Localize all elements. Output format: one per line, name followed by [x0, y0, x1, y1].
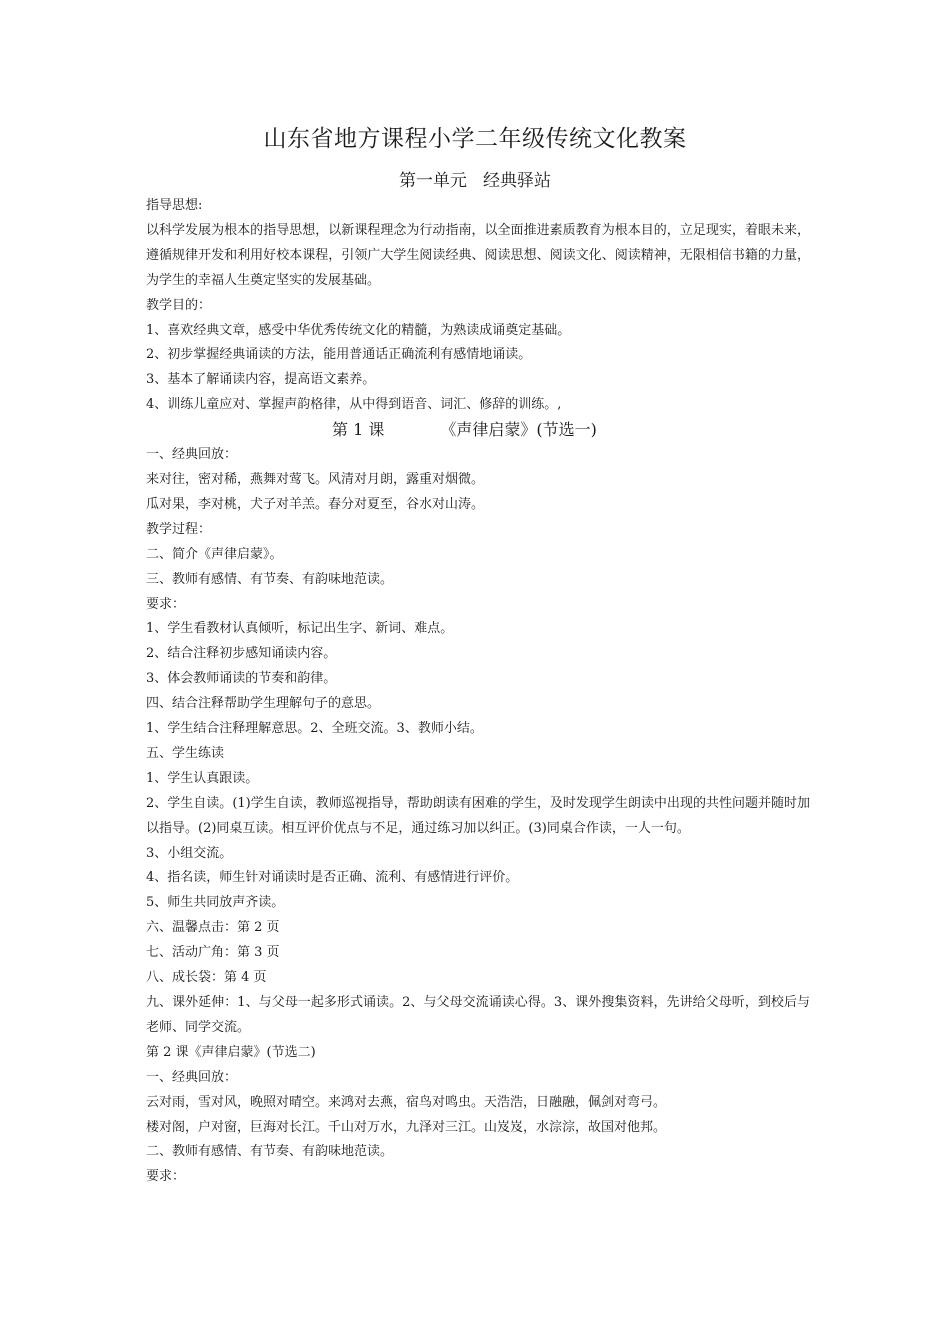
paragraph: 四、结合注释帮助学生理解句子的意思。: [146, 696, 381, 712]
unit-heading: [0, 166, 950, 191]
paragraph: 1、学生看教材认真倾听，标记出生字、新词、难点。: [146, 621, 454, 637]
paragraph: 教学过程：: [146, 521, 212, 537]
paragraph: 五、学生练读: [146, 745, 225, 761]
paragraph: 要求：: [146, 1169, 186, 1185]
paragraph: 教学目的：: [146, 297, 212, 313]
paragraph: 二、简介《声律启蒙》。: [146, 546, 283, 562]
document-title: 山东省地方课程小学二年级传统文化教案: [263, 126, 687, 152]
paragraph: 1、学生认真跟读。: [146, 770, 259, 786]
unit-number: 第一单元: [399, 171, 467, 191]
paragraph: 要求：: [146, 596, 186, 612]
paragraph: 3、体会教师诵读的节奏和韵律。: [146, 671, 337, 687]
paragraph: 1、学生结合注释理解意思。2、全班交流。3、教师小结。: [146, 721, 483, 737]
paragraph: 三、教师有感情、有节奏、有韵味地范读。: [146, 571, 394, 587]
paragraph: 八、成长袋：第 4 页: [146, 970, 267, 986]
paragraph: 九、课外延伸：1、与父母一起多形式诵读。2、与父母交流诵读心得。3、课外搜集资料，先讲给父母听，到校后与老师、同学交流。: [146, 995, 810, 1035]
paragraph: 4、指名读，师生针对诵读时是否正确、流利、有感情进行评价。: [146, 870, 519, 886]
lesson-title: 《声律启蒙》(节选一): [440, 420, 597, 440]
document-body: [146, 194, 810, 1190]
paragraph: 六、温馨点击：第 2 页: [146, 920, 280, 936]
paragraph: 5、师生共同放声齐读。: [146, 895, 285, 911]
paragraph: 2、学生自读。(1)学生自读，教师巡视指导，帮助朗读有困难的学生，及时发现学生朗读中出现的共性问题并随时加以指导。(2)同桌互读。相互评价优点与不足，通过练习加以纠正。(3)同桌合作读，一人一句。: [146, 795, 810, 836]
paragraph: 3、小组交流。: [146, 845, 233, 861]
paragraph: 指导思想:: [146, 198, 203, 213]
paragraph: 4、训练儿童应对、掌握声韵格律，从中得到语音、词汇、修辞的训练。,: [146, 397, 562, 413]
paragraph: 一、经典回放：: [146, 447, 238, 463]
paragraph: 3、基本了解诵读内容，提高语文素养。: [146, 372, 376, 388]
paragraph: 瓜对果，李对桃，犬子对羊羔。春分对夏至，谷水对山涛。: [146, 496, 485, 512]
lesson-number: 第 1 课: [332, 420, 385, 440]
paragraph: 云对雨，雪对风，晚照对晴空。来鸿对去燕，宿鸟对鸣虫。天浩浩，日融融，佩剑对弯弓。: [146, 1094, 667, 1110]
paragraph: 2、结合注释初步感知诵读内容。: [146, 646, 337, 662]
lesson-2-heading: 第 2 课《声律启蒙》(节选二): [146, 1044, 316, 1060]
paragraph: 来对往，密对稀，燕舞对莺飞。风清对月朗，露重对烟微。: [146, 471, 485, 487]
paragraph: 1、喜欢经典文章，感受中华优秀传统文化的精髓，为熟读成诵奠定基础。: [146, 322, 571, 338]
paragraph: 2、初步掌握经典诵读的方法，能用普通话正确流利有感情地诵读。: [146, 347, 532, 363]
paragraph: 以科学发展为根本的指导思想，以新课程理念为行动指南，以全面推进素质教育为根本目的，立足现实，着眼未来，遵循规律开发和利用好校本课程，引领广大学生阅读经典、阅读思想、阅读文化、阅读精神，无限相信书籍的力量，为学生的幸福人生奠定坚实的发展基础。: [146, 222, 810, 288]
paragraph: 楼对阁，户对窗，巨海对长江。千山对万水，九泽对三江。山岌岌，水淙淙，故国对他邦。: [146, 1119, 667, 1135]
paragraph: 一、经典回放：: [146, 1069, 238, 1085]
unit-name: 经典驿站: [483, 171, 551, 191]
paragraph: 二、教师有感情、有节奏、有韵味地范读。: [146, 1144, 394, 1160]
lesson-heading: [146, 418, 810, 443]
paragraph: 七、活动广角：第 3 页: [146, 945, 280, 961]
